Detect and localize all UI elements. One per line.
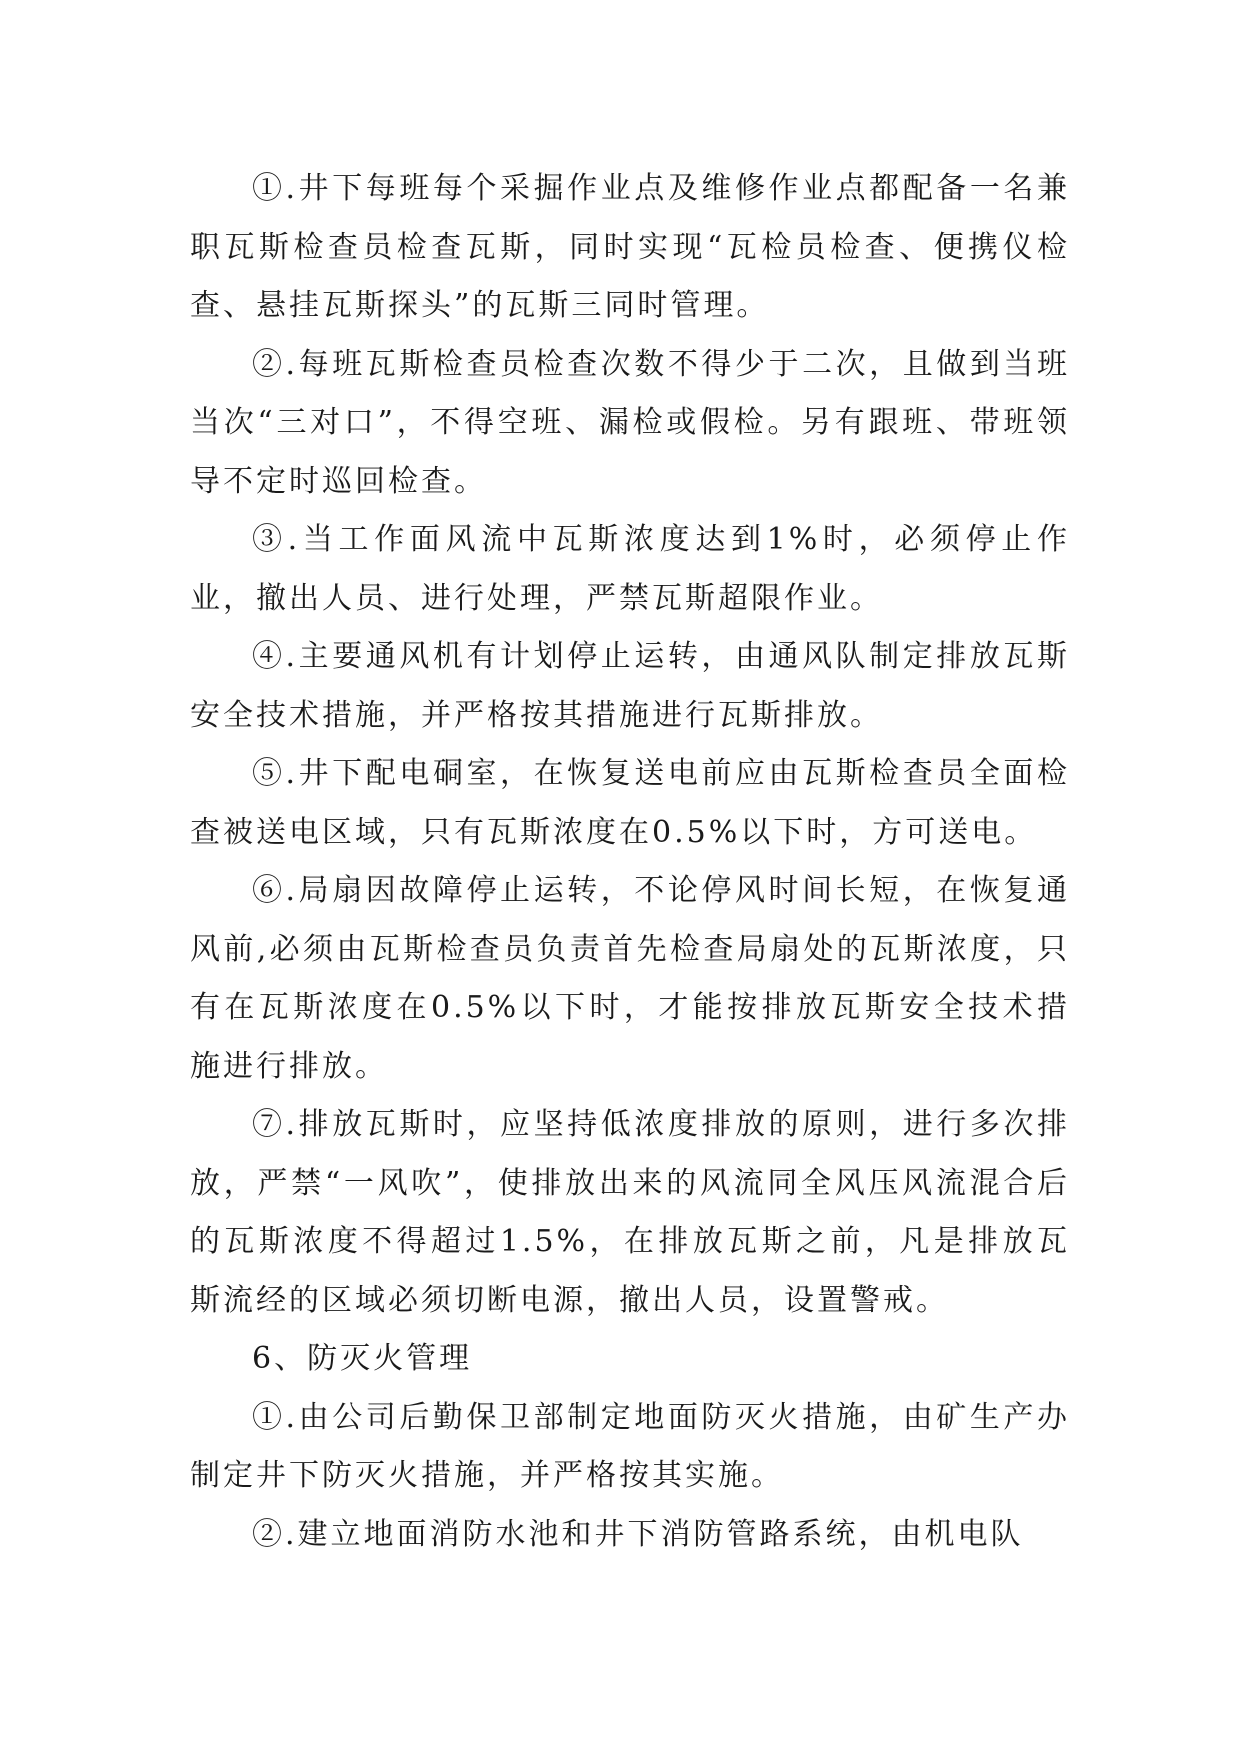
section-heading-fire-prevention: 6、防灭火管理 (252, 1341, 473, 1376)
paragraph-gas-discharge: ⑦.排放瓦斯时，应坚持低浓度排放的原则，进行多次排放，严禁“一风吹”，使排放出来的风流同全风压风流混合后的瓦斯浓度不得超过1.5%，在排放瓦斯之前，凡是排放瓦斯流经的区域必须切断电源，撤出人员，设置警戒。 (190, 1107, 1070, 1318)
paragraph-fire-measures: ①.由公司后勤保卫部制定地面防灭火措施，由矿生产办制定井下防灭火措施，并严格按其实施。 (190, 1399, 1070, 1493)
paragraph-check-frequency: ②.每班瓦斯检查员检查次数不得少于二次，且做到当班当次“三对口”，不得空班、漏检或假检。另有跟班、带班领导不定时巡回检查。 (190, 346, 1070, 499)
paragraph-power-restore: ⑤.井下配电硐室，在恢复送电前应由瓦斯检查员全面检查被送电区域，只有瓦斯浓度在0.5%以下时，方可送电。 (190, 756, 1070, 850)
paragraph-main-fan-stop: ④.主要通风机有计划停止运转，由通风队制定排放瓦斯安全技术措施，并严格按其措施进行瓦斯排放。 (190, 639, 1070, 733)
paragraph-fire-water-system: ②.建立地面消防水池和井下消防管路系统，由机电队 (252, 1516, 1024, 1552)
document-body (190, 160, 1070, 1564)
paragraph-local-fan-failure: ⑥.局扇因故障停止运转，不论停风时间长短，在恢复通风前,必须由瓦斯检查员负责首先检查局扇处的瓦斯浓度，只有在瓦斯浓度在0.5%以下时，才能按排放瓦斯安全技术措施进行排放。 (190, 873, 1070, 1084)
paragraph-gas-check-staffing: ①.井下每班每个采掘作业点及维修作业点都配备一名兼职瓦斯检查员检查瓦斯，同时实现“瓦检员检查、便携仪检查、悬挂瓦斯探头”的瓦斯三同时管理。 (190, 171, 1070, 323)
paragraph-gas-concentration-limit: ③.当工作面风流中瓦斯浓度达到1%时，必须停止作业，撤出人员、进行处理，严禁瓦斯超限作业。 (190, 522, 1070, 616)
